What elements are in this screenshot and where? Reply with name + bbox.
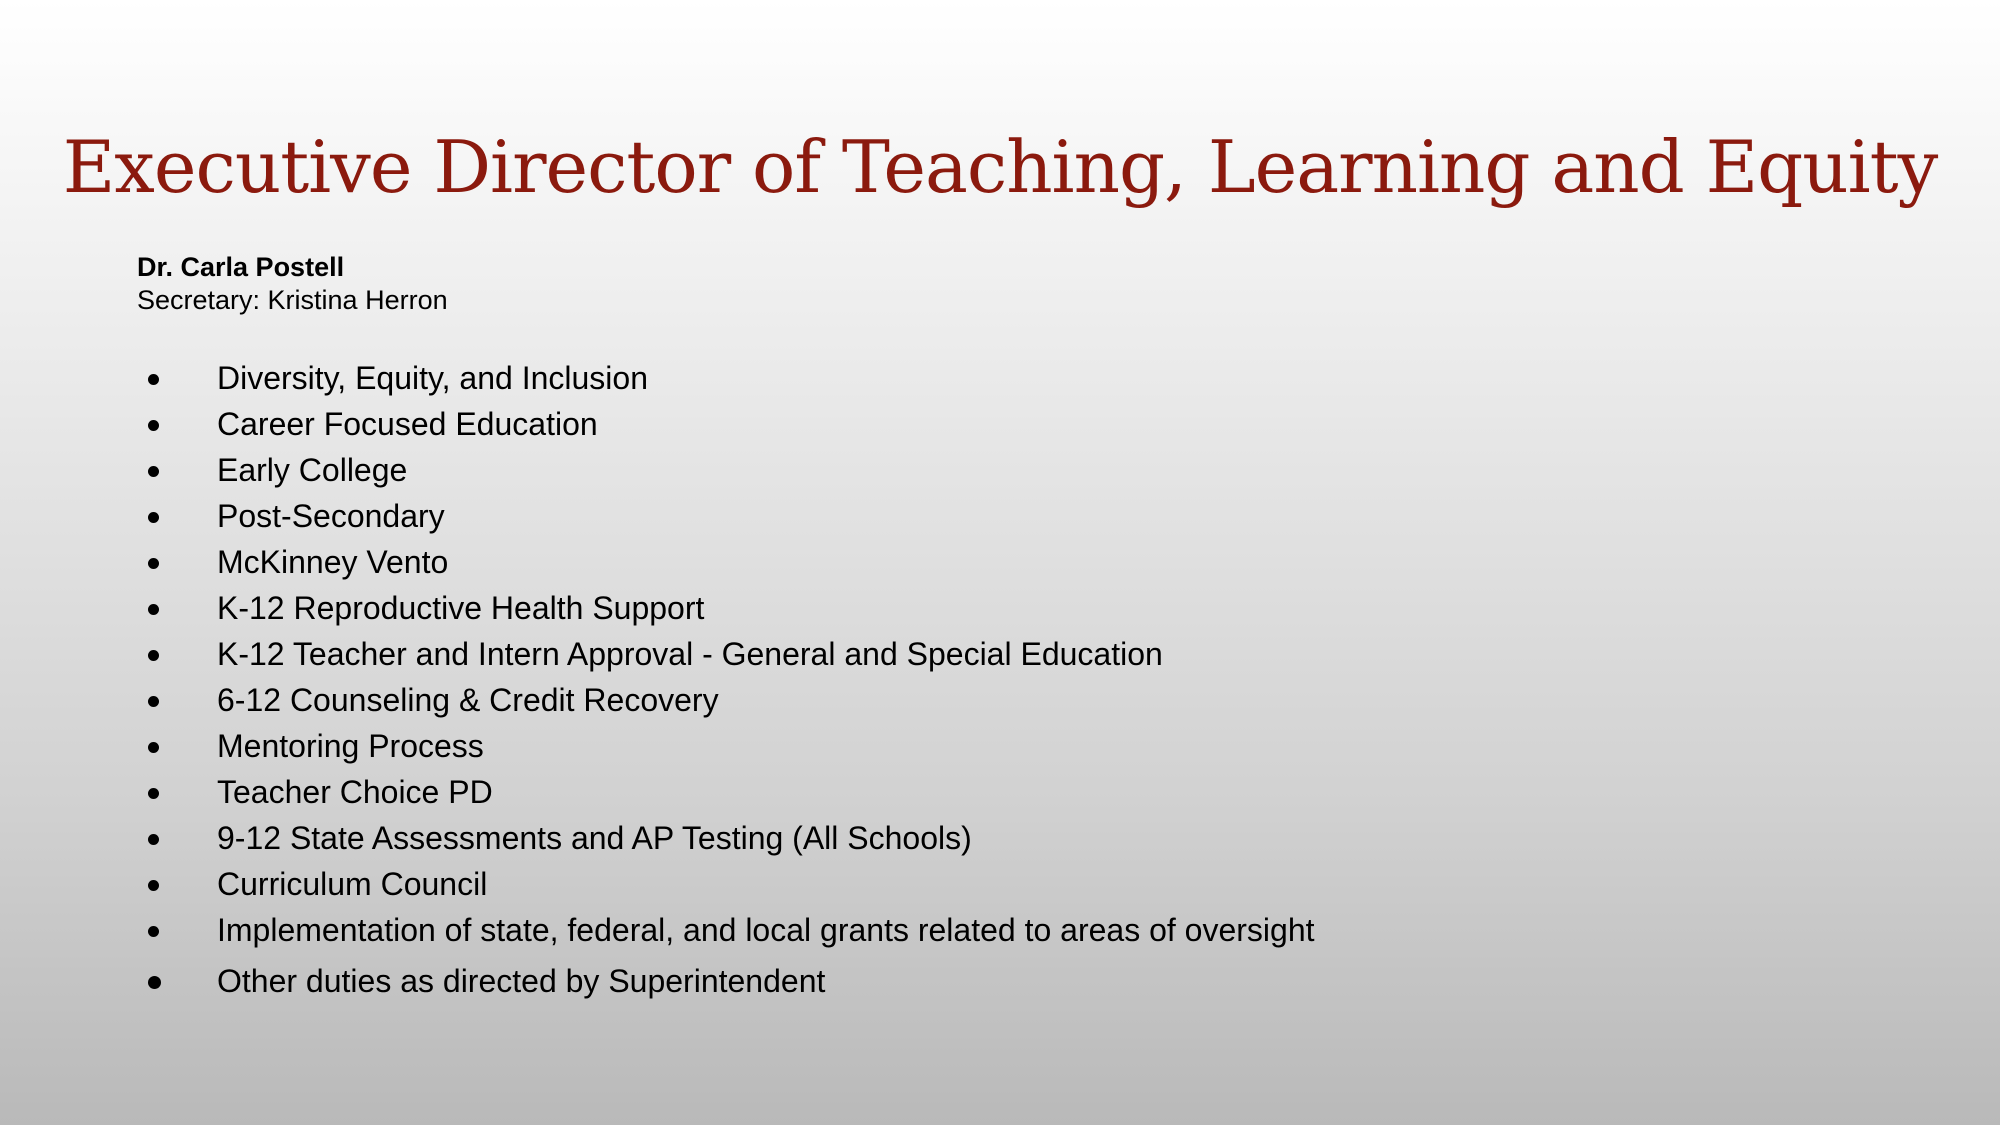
list-item (140, 401, 1340, 447)
list-item (140, 861, 1340, 907)
bullet-icon (148, 926, 159, 937)
bullet-icon (148, 788, 159, 799)
bullet-icon (148, 880, 159, 891)
bullet-icon (148, 604, 159, 615)
list-item-text: K-12 Reproductive Health Support (217, 590, 705, 626)
list-item (140, 493, 1340, 539)
list-item-text: Diversity, Equity, and Inclusion (217, 360, 648, 396)
list-item-text: Curriculum Council (217, 866, 488, 902)
list-item-text: Early College (217, 452, 408, 488)
list-item-text: Other duties as directed by Superintendent (217, 963, 826, 999)
list-item (140, 958, 1340, 1004)
list-item-text: 6-12 Counseling & Credit Recovery (217, 682, 719, 718)
director-name: Dr. Carla Postell (137, 252, 345, 282)
list-item-text: K-12 Teacher and Intern Approval - General and Special Education (217, 636, 1163, 672)
duties-list (140, 355, 1340, 1004)
bullet-icon (148, 696, 159, 707)
bullet-icon (148, 512, 159, 523)
bullet-icon (148, 976, 161, 989)
bullet-icon (148, 650, 159, 661)
secretary-line: Secretary: Kristina Herron (137, 285, 448, 315)
bullet-icon (148, 834, 159, 845)
list-item-text: Mentoring Process (217, 728, 484, 764)
list-item (140, 539, 1340, 585)
list-item-text: McKinney Vento (217, 544, 449, 580)
list-item-text: Post-Secondary (217, 498, 445, 534)
list-item (140, 631, 1340, 677)
bullet-icon (148, 466, 159, 477)
bullet-icon (148, 558, 159, 569)
list-item (140, 769, 1340, 815)
bullet-icon (148, 742, 159, 753)
bullet-icon (148, 374, 159, 385)
list-item (140, 447, 1340, 493)
list-item (140, 585, 1340, 631)
list-item-text: Teacher Choice PD (217, 774, 493, 810)
list-item (140, 815, 1340, 861)
list-item-text: Implementation of state, federal, and local grants related to areas of oversight (217, 912, 1315, 948)
list-item-text: 9-12 State Assessments and AP Testing (All Schools) (217, 820, 972, 856)
list-item-text: Career Focused Education (217, 406, 598, 442)
list-item (140, 723, 1340, 769)
list-item (140, 677, 1340, 723)
bullet-icon (148, 420, 159, 431)
list-item (140, 355, 1340, 401)
slide-title: Executive Director of Teaching, Learning and Equity (62, 125, 1938, 209)
list-item (140, 907, 1377, 953)
